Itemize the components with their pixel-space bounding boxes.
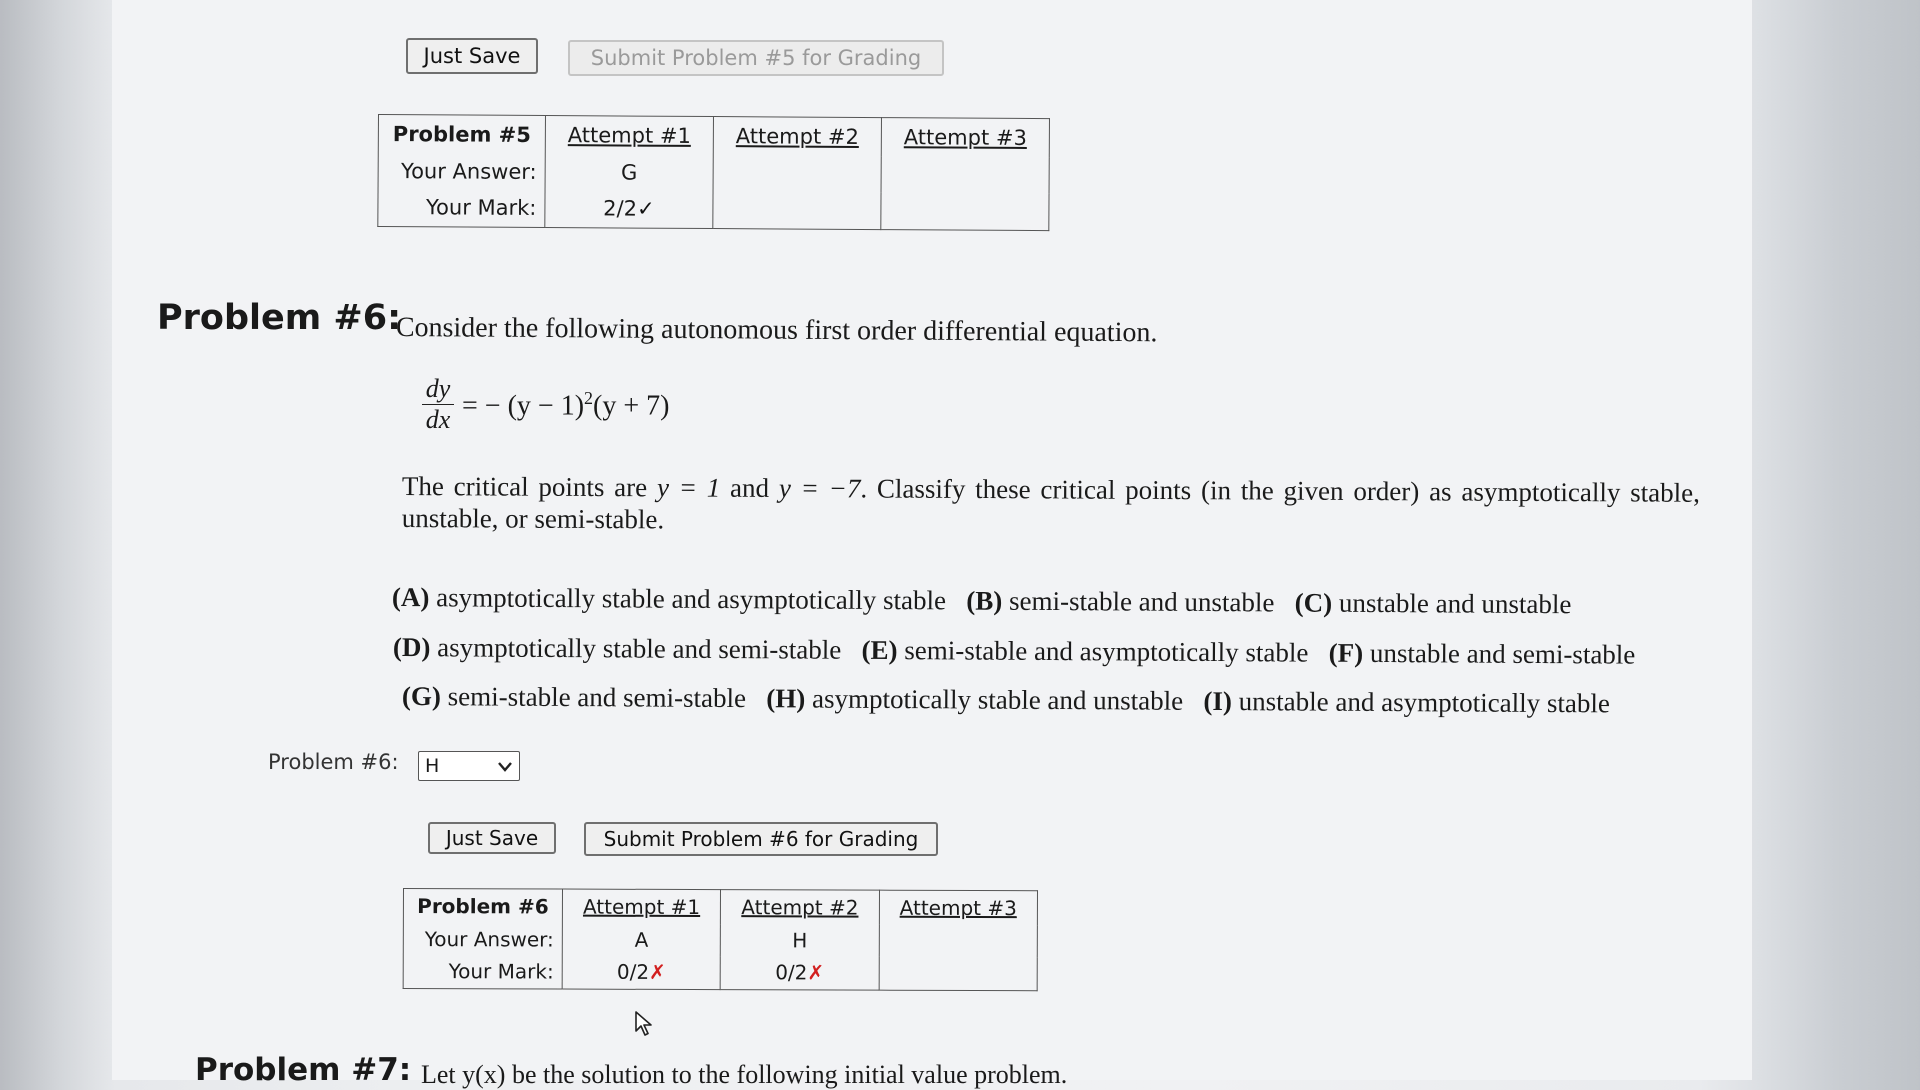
p5-attempt-2-link[interactable]: Attempt #2 [713, 117, 881, 156]
p6-attempt-1-link[interactable]: Attempt #1 [562, 889, 720, 924]
p6-cp2: y = −7 [778, 472, 861, 504]
p5-table-header: Problem #5 [378, 115, 545, 154]
p5-mark-1: 2/2 [603, 196, 638, 221]
option-g [402, 681, 746, 713]
p6-answer-3 [879, 924, 1037, 957]
p5-answer-3 [881, 156, 1049, 193]
p6-mark-2-cell [720, 956, 878, 991]
p6-attempt-3-link[interactable]: Attempt #3 [879, 890, 1037, 925]
option-c-key: (C) [1294, 587, 1333, 618]
option-a-key: (A) [391, 582, 430, 613]
option-a [392, 582, 946, 615]
eq-rhs-b: (y + 7) [593, 390, 670, 422]
p6-selected-value: H [425, 755, 440, 777]
p6-attempts-table [403, 888, 1038, 991]
p5-mark-label: Your Mark: [378, 189, 545, 228]
p5-answer-2 [713, 155, 881, 192]
p5-attempts-table [377, 114, 1050, 231]
checkmark-icon: ✓ [636, 196, 655, 221]
p5-answer-label: Your Answer: [378, 153, 545, 190]
option-f-key: (F) [1328, 637, 1364, 668]
p6-table-header: Problem #6 [403, 889, 562, 924]
p6-mark-2: 0/2 [775, 960, 808, 985]
p6-para-a: The critical points are [401, 471, 658, 503]
p6-mark-3 [879, 956, 1037, 991]
p6-paragraph [402, 470, 1700, 541]
option-i [1203, 686, 1610, 718]
p5-submit-button[interactable]: Submit Problem #5 for Grading [568, 40, 944, 76]
p6-equation [422, 374, 732, 440]
option-d-key: (D) [392, 632, 431, 663]
option-e [861, 635, 1308, 668]
p5-attempt-3-link[interactable]: Attempt #3 [881, 118, 1049, 157]
option-b [966, 586, 1274, 618]
option-h-key: (H) [766, 683, 806, 714]
p6-para-b: . Classify these critical points (in the given order) as asymptotically stable, unstable, or semi-stable. [401, 473, 1700, 535]
option-g-key: (G) [401, 681, 441, 712]
p6-mark-1-cell [562, 955, 720, 990]
p5-answer-1: G [545, 154, 713, 191]
p5-attempt-1-link[interactable]: Attempt #1 [545, 116, 713, 155]
eq-fraction [422, 374, 454, 435]
chevron-down-icon [497, 761, 513, 773]
option-i-text: unstable and asymptotically stable [1238, 686, 1610, 719]
option-a-text: asymptotically stable and asymptotically stable [436, 582, 947, 616]
p5-mark-1-cell [545, 190, 713, 229]
eq-denominator: dx [425, 405, 451, 434]
option-e-text: semi-stable and asymptotically stable [904, 635, 1309, 668]
p6-cp1: y = 1 [656, 472, 721, 503]
p6-answer-1: A [562, 923, 720, 956]
p6-answer-label: Problem #6: [268, 750, 399, 774]
p6-mark-label: Your Mark: [403, 955, 562, 990]
option-h [766, 683, 1183, 716]
option-d [393, 632, 842, 665]
p5-just-save-button[interactable]: Just Save [406, 38, 538, 74]
option-h-text: asymptotically stable and unstable [811, 683, 1184, 716]
eq-exponent: 2 [584, 388, 594, 408]
p6-mark-1: 0/2 [616, 959, 650, 985]
option-g-text: semi-stable and semi-stable [447, 681, 747, 714]
option-f [1329, 638, 1636, 670]
option-f-text: unstable and semi-stable [1369, 637, 1636, 670]
p6-answer-select[interactable] [418, 751, 520, 781]
cross-icon: ✗ [807, 960, 825, 985]
p5-mark-2 [713, 191, 881, 230]
p6-intro: Consider the following autonomous first order differential equation. [395, 312, 1158, 349]
p6-title: Problem #6: [157, 298, 402, 338]
p7-title: Problem #7: [195, 1052, 412, 1088]
option-c [1295, 588, 1572, 620]
p6-just-save-button[interactable]: Just Save [428, 822, 556, 854]
p6-answer-2: H [721, 924, 879, 957]
option-c-text: unstable and unstable [1338, 587, 1572, 620]
p7-intro: Let y(x) be the solution to the following initial value problem. [421, 1060, 1068, 1089]
option-d-text: asymptotically stable and semi-stable [437, 632, 842, 665]
option-i-key: (I) [1203, 685, 1233, 717]
option-e-key: (E) [861, 634, 898, 666]
option-b-text: semi-stable and unstable [1008, 585, 1275, 618]
p6-para-and: and [720, 472, 779, 503]
mouse-pointer-icon [634, 1010, 654, 1038]
p6-answer-label-cell: Your Answer: [403, 923, 562, 956]
eq-rhs [462, 388, 669, 422]
eq-rhs-a: = − (y − 1) [462, 390, 585, 422]
p5-mark-3 [881, 192, 1049, 231]
option-b-key: (B) [966, 585, 1003, 616]
eq-numerator: dy [422, 374, 454, 405]
cross-icon: ✗ [649, 960, 666, 985]
p6-attempt-2-link[interactable]: Attempt #2 [721, 890, 879, 925]
p6-submit-button[interactable]: Submit Problem #6 for Grading [584, 822, 938, 856]
